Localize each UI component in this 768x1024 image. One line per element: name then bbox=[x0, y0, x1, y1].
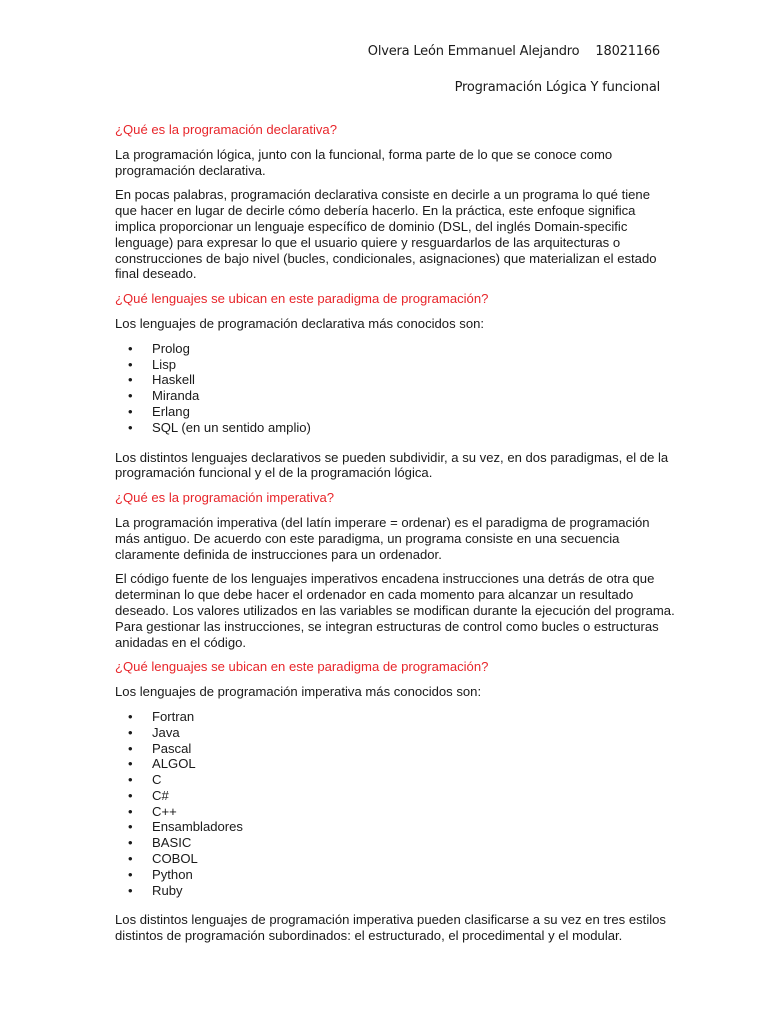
list-item: • Lisp bbox=[152, 357, 675, 373]
list-item: • C# bbox=[152, 788, 675, 804]
imperative-languages-list bbox=[115, 709, 675, 899]
list-item: • Ensambladores bbox=[152, 819, 675, 835]
question-heading: ¿Qué lenguajes se ubican en este paradigma de programación? bbox=[115, 659, 489, 675]
paragraph: La programación lógica, junto con la funcional, forma parte de lo que se conoce como programación declarativa. bbox=[115, 146, 613, 178]
paragraph: La programación imperativa (del latín imperare = ordenar) es el paradigma de programación más antiguo. De acuerdo con este paradigma, un programa consiste en una secuencia claramente definida de instrucciones para un ordenador. bbox=[115, 514, 650, 562]
list-item: • Ruby bbox=[152, 883, 675, 899]
list-item: • Prolog bbox=[152, 341, 675, 357]
paragraph: Los lenguajes de programación imperativa más conocidos son: bbox=[115, 684, 482, 700]
list-item: • C bbox=[152, 772, 675, 788]
list-item: • Python bbox=[152, 867, 675, 883]
list-item: • Miranda bbox=[152, 388, 675, 404]
paragraph: Los distintos lenguajes declarativos se pueden subdividir, a su vez, en dos paradigmas, el de la programación funcional y el de la programación lógica. bbox=[115, 449, 669, 481]
author-name: Olvera León Emmanuel Alejandro bbox=[367, 44, 580, 59]
list-item: • Erlang bbox=[152, 404, 675, 420]
list-item: • C++ bbox=[152, 804, 675, 820]
paragraph: En pocas palabras, programación declarativa consiste en decirle a un programa lo qué tiene que hacer en lugar de decirle cómo debería hacerlo. En la práctica, este enfoque significa implica proporcionar un lenguaje específico de dominio (DSL, del inglés Domain-specific lenguage) para expresar lo que el usuario quiere y resguardarlos de las arquitecturas o construcciones de bajo nivel (bucles, condicionales, asignaciones) que materializan el estado final deseado. bbox=[115, 187, 657, 282]
course-title: Programación Lógica Y funcional bbox=[454, 80, 660, 95]
paragraph: Los distintos lenguajes de programación imperativa pueden clasificarse a su vez en tres estilos distintos de programación subordinados: el estructurado, el procedimental y el modular. bbox=[115, 912, 666, 944]
paragraph: El código fuente de los lenguajes imperativos encadena instrucciones una detrás de otra que determinan lo que debe hacer el ordenador en cada momento para alcanzar un resultado deseado. Los valores utilizados en las variables se modifican durante la ejecución del programa. Para gestionar las instrucciones, se integran estructuras de control como bucles o estructuras anidadas en el código. bbox=[115, 571, 675, 650]
list-item: • BASIC bbox=[152, 835, 675, 851]
question-heading: ¿Qué es la programación declarativa? bbox=[115, 122, 337, 137]
list-item: • Haskell bbox=[152, 372, 675, 388]
list-item: • ALGOL bbox=[152, 756, 675, 772]
paragraph: Los lenguajes de programación declarativa más conocidos son: bbox=[115, 315, 485, 331]
list-item: • Fortran bbox=[152, 709, 675, 725]
student-id: 18021166 bbox=[595, 44, 660, 59]
declarative-languages-list bbox=[115, 341, 675, 436]
list-item: • Pascal bbox=[152, 741, 675, 757]
header-author-line bbox=[368, 44, 660, 59]
list-item: • Java bbox=[152, 725, 675, 741]
question-heading: ¿Qué lenguajes se ubican en este paradigma de programación? bbox=[115, 291, 489, 307]
question-heading: ¿Qué es la programación imperativa? bbox=[115, 490, 335, 506]
list-item: • COBOL bbox=[152, 851, 675, 867]
document-body bbox=[115, 122, 675, 953]
list-item: • SQL (en un sentido amplio) bbox=[152, 420, 675, 436]
